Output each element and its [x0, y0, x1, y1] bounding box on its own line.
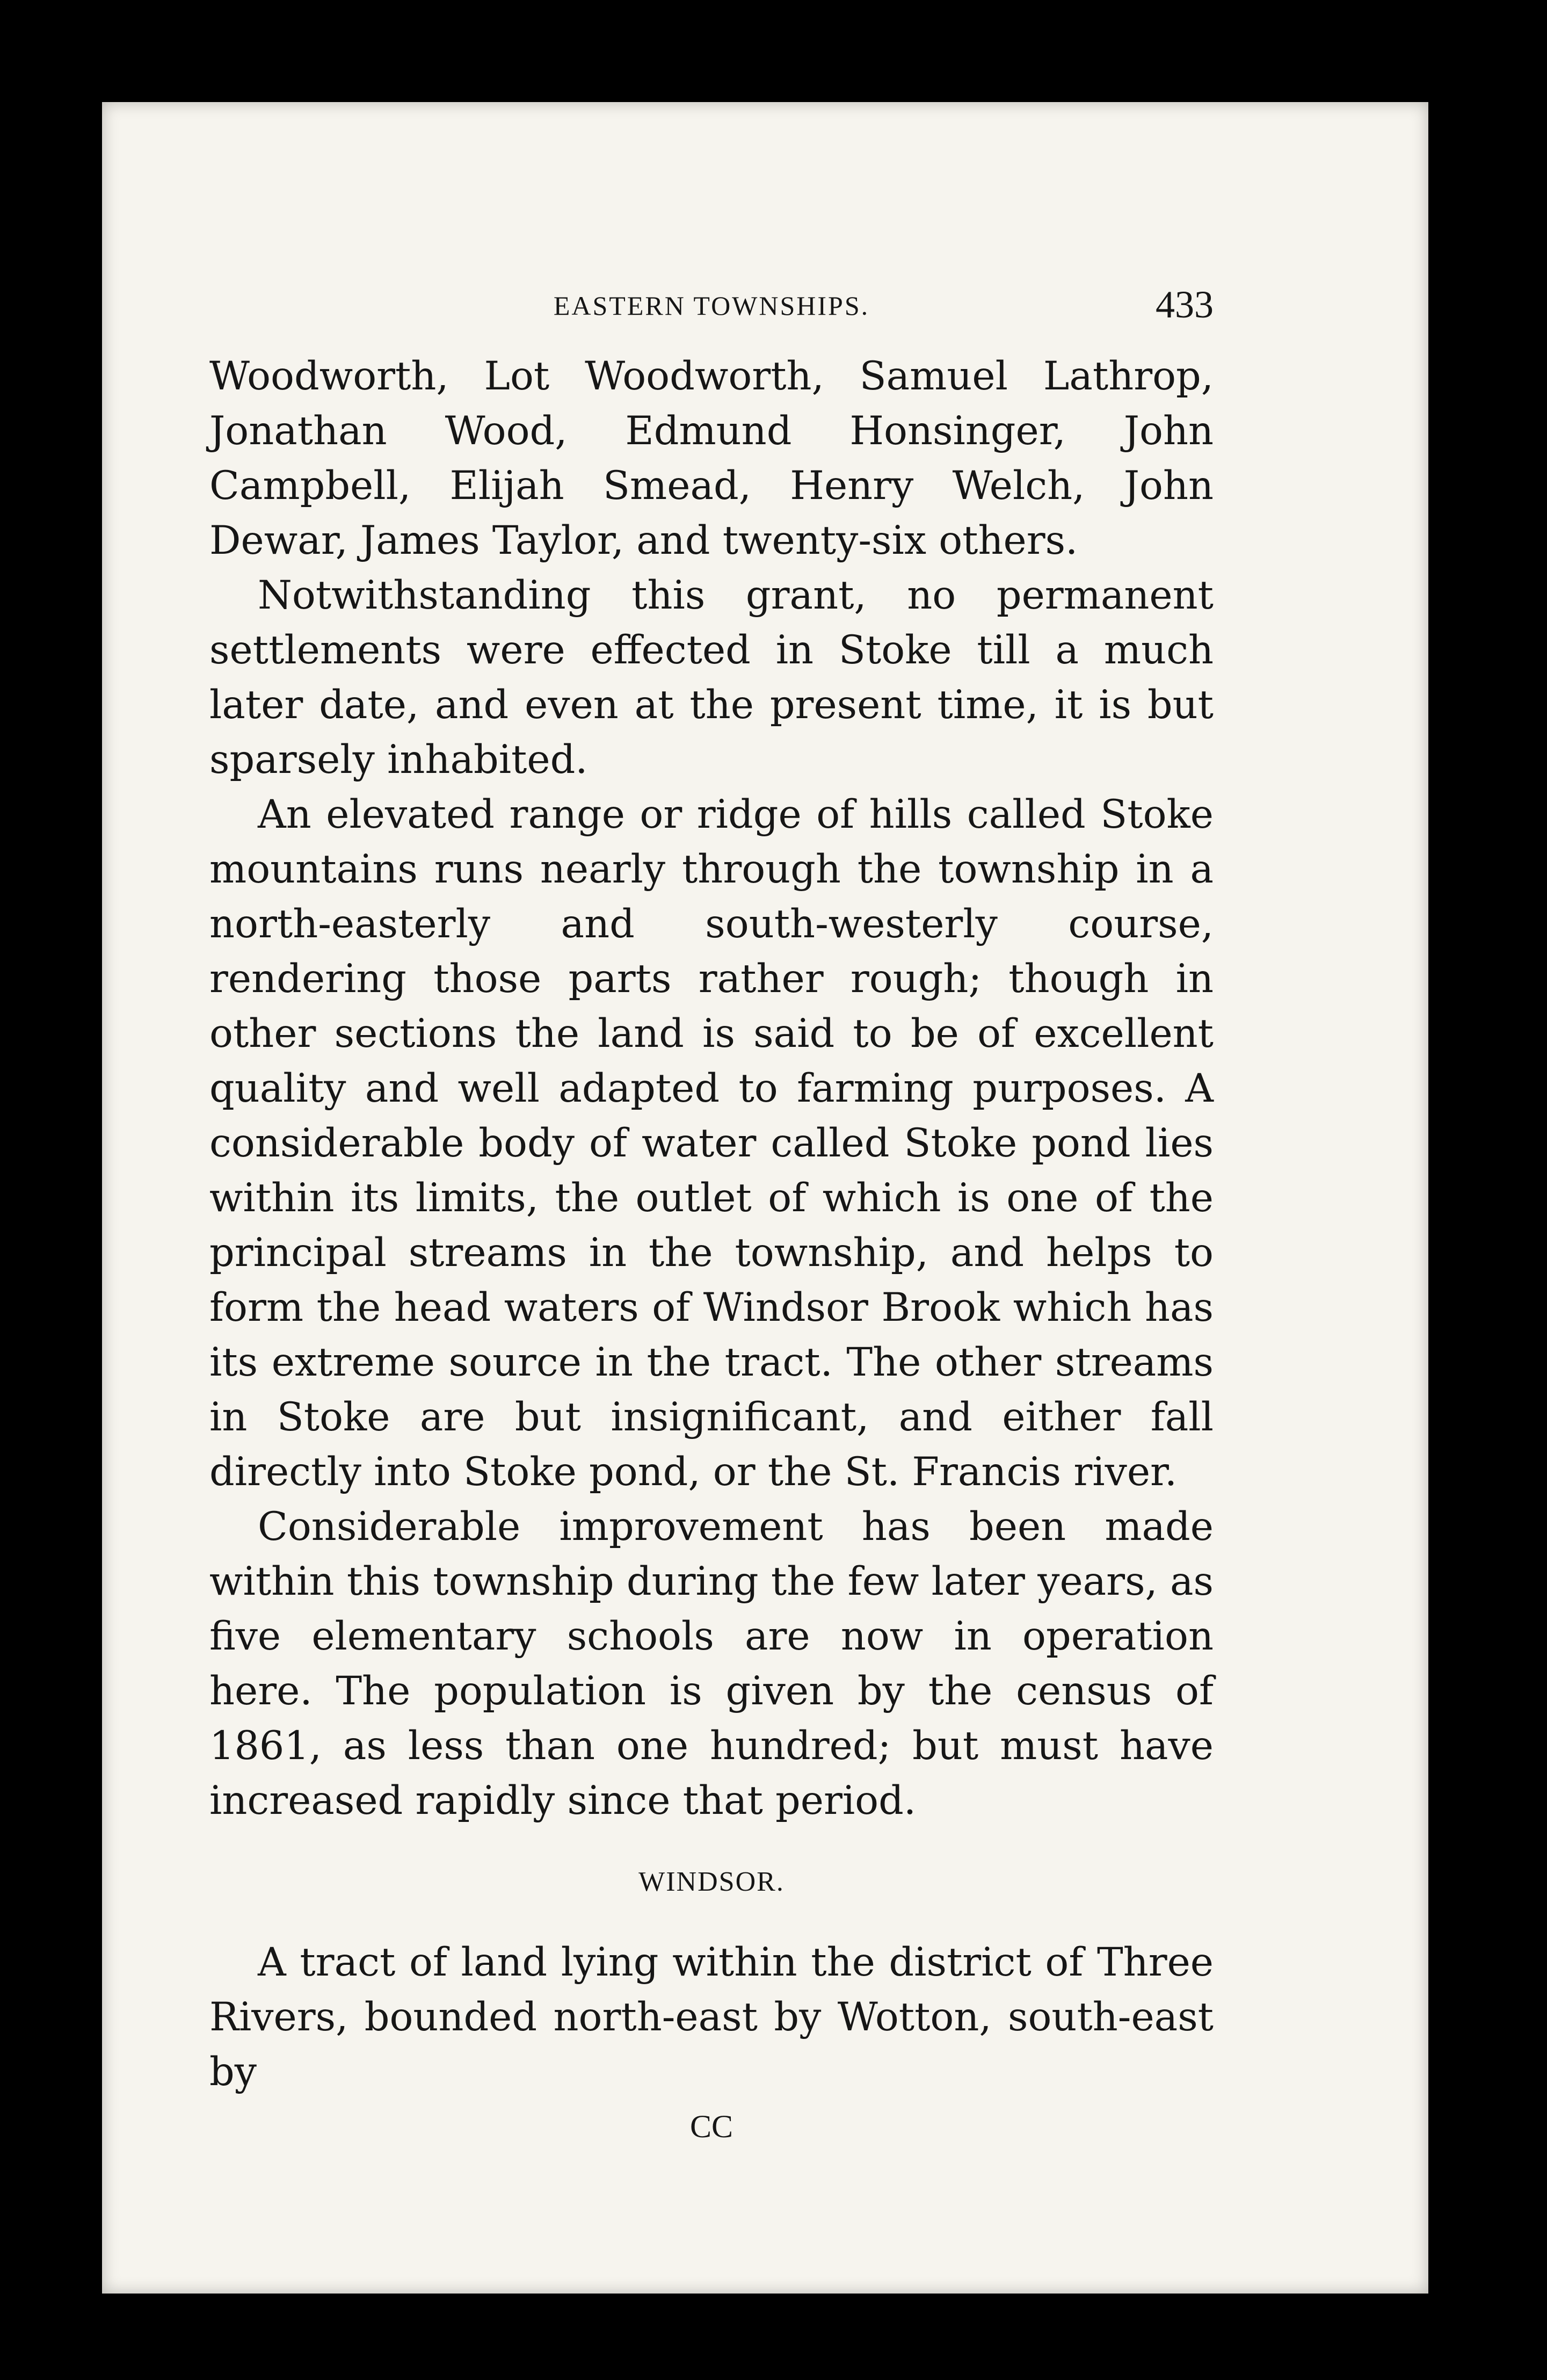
paragraph: An elevated range or ridge of hills called Stoke mountains runs nearly through the township in a north-easterly and south-westerly course, rendering those parts rather rough; though in other sections the land is said to be of excellent quality and well adapted to farming purposes. A considerable body of water called Stoke pond lies within its limits, the outlet of which is one of the principal streams in the township, and helps to form the head waters of Windsor Brook which has its extreme source in the tract. The other streams in Stoke are but insignificant, and either fall directly into Stoke pond, or the St. Francis river. [209, 792, 1214, 1495]
running-title: EASTERN TOWNSHIPS. [553, 291, 870, 321]
page-number: 433 [1156, 283, 1214, 326]
paragraph: Considerable improvement has been made within this township during the few later years, as five elementary schools are now in operation here. The population is given by the census of 1861, as less than one hundred; but must have increased rapidly since that period. [209, 1504, 1214, 1824]
paragraph: A tract of land lying within the district of Three Rivers, bounded north-east by Wotton, south-east by [209, 1940, 1214, 2095]
paragraph: Notwithstanding this grant, no permanent settlements were effected in Stoke till a much later date, and even at the present time, it is but sparsely inhabited. [209, 573, 1214, 783]
running-head [209, 285, 1214, 349]
section-heading: WINDSOR. [638, 1867, 785, 1897]
signature-mark: CC [689, 2109, 733, 2144]
paragraph-continuation: Woodworth, Lot Woodworth, Samuel Lathrop, Jonathan Wood, Edmund Honsinger, John Campbell, Elijah Smead, Henry Welch, John Dewar, James Taylor, and twenty-six others. [209, 353, 1214, 563]
text-block [209, 285, 1214, 2145]
book-page [102, 102, 1428, 2294]
